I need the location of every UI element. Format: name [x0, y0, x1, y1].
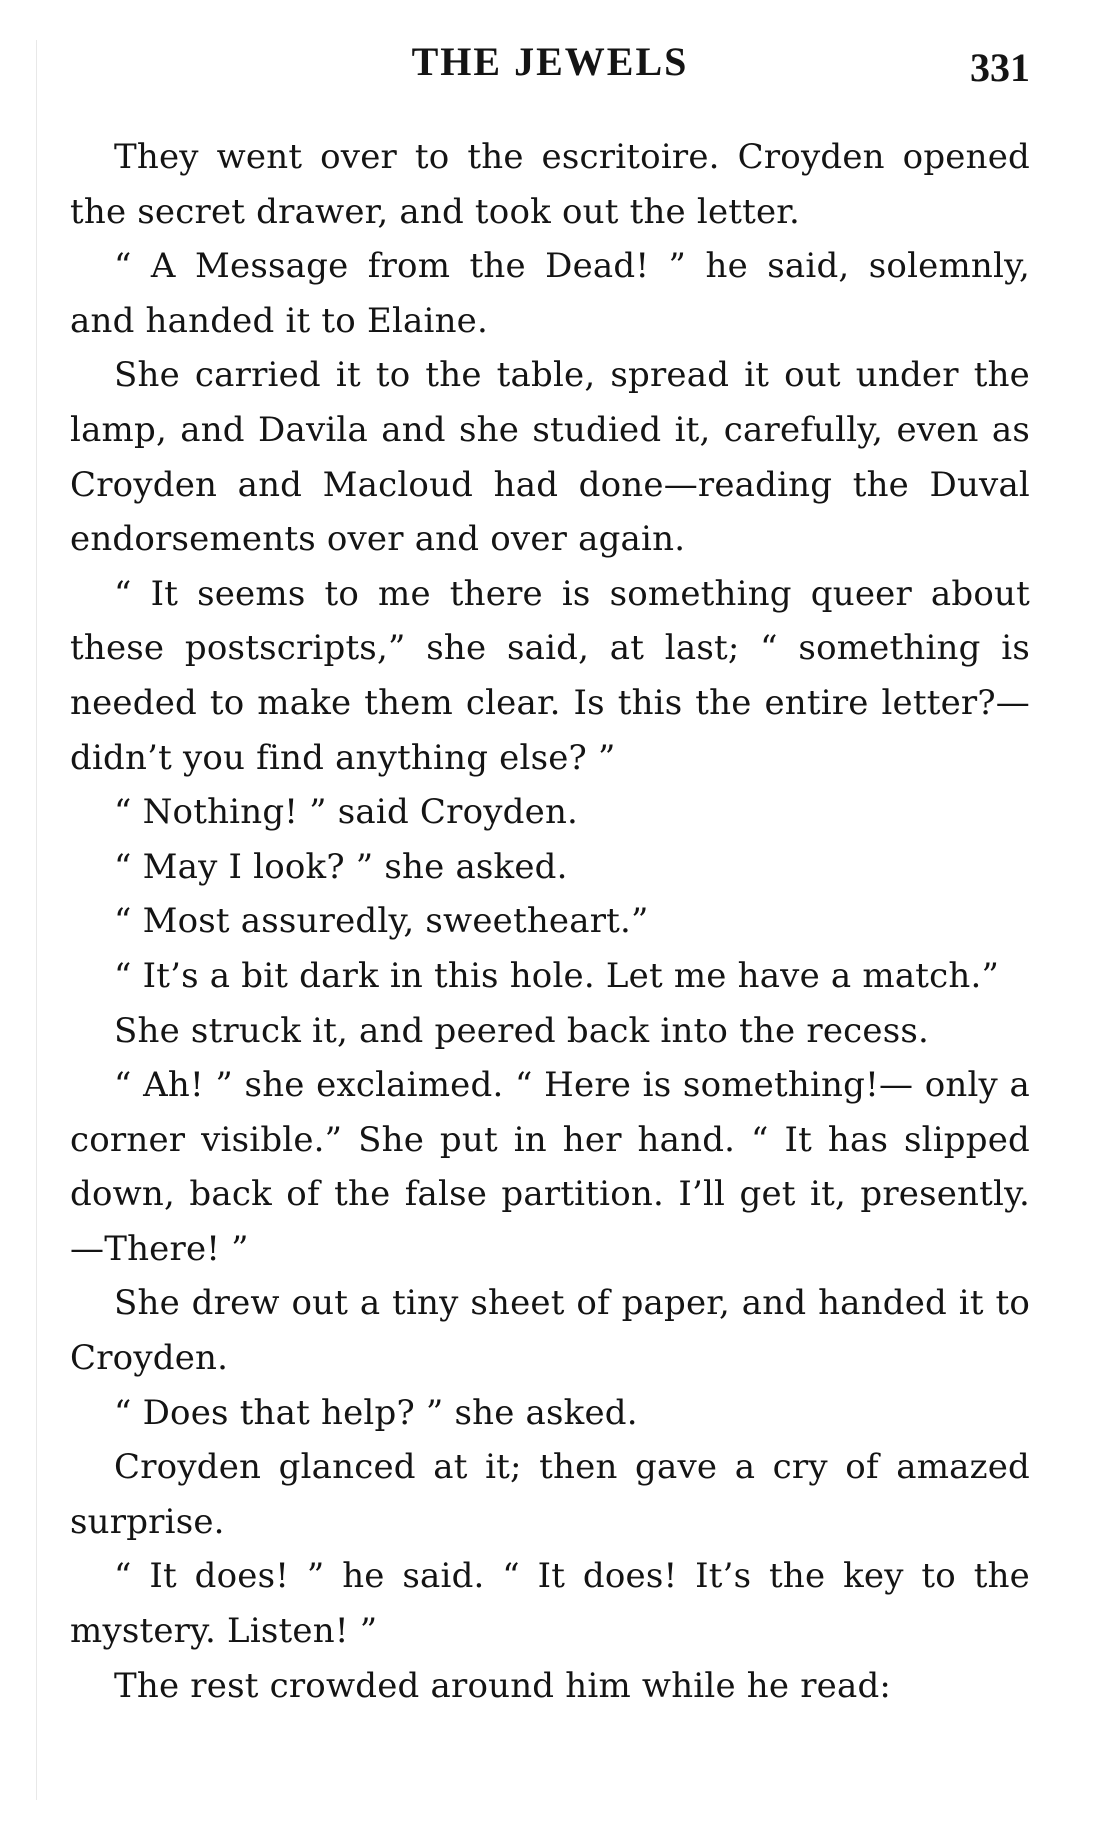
- running-head: THE JEWELS: [411, 39, 689, 84]
- paragraph: “ Does that help? ” she asked.: [114, 1392, 638, 1433]
- page-number: 331: [970, 45, 1030, 90]
- paragraph: She struck it, and peered back into the recess.: [114, 1010, 930, 1051]
- paragraph: She carried it to the table, spread it out under the lamp, and Davila and she studied it, carefully, even as Croyden and Macloud had done—reading the Duval endorsements over and over again.: [70, 355, 1030, 560]
- paragraph: The rest crowded around him while he read:: [114, 1665, 892, 1706]
- paragraph: “ It does! ” he said. “ It does! It’s the key to the mystery. Listen! ”: [70, 1556, 1030, 1652]
- paragraph: “ May I look? ” she asked.: [114, 846, 568, 887]
- paragraph: She drew out a tiny sheet of paper, and handed it to Croyden.: [70, 1283, 1030, 1379]
- page-header: [70, 38, 1030, 88]
- paragraph: Croyden glanced at it; then gave a cry of amazed surprise.: [70, 1447, 1030, 1542]
- paragraph: “ It seems to me there is something queer about these postscripts,” she said, at last; “ something is needed to make them clear. Is this the entire letter?—didn’t you find anything else? ”: [70, 573, 1030, 778]
- paragraph: “ Ah! ” she exclaimed. “ Here is something!— only a corner visible.” She put in her hand. “ It has slipped down, back of the false partition. I’ll get it, presently.—There! ”: [70, 1065, 1030, 1269]
- body-text: [70, 130, 1030, 1713]
- paragraph: They went over to the escritoire. Croyden opened the secret drawer, and took out the letter.: [70, 137, 1030, 232]
- page-edge-shadow: [36, 40, 37, 1800]
- paragraph: “ It’s a bit dark in this hole. Let me have a match.”: [114, 955, 1000, 996]
- paragraph: “ A Message from the Dead! ” he said, solemnly, and handed it to Elaine.: [70, 246, 1030, 341]
- paragraph: “ Most assuredly, sweetheart.”: [114, 901, 649, 942]
- paragraph: “ Nothing! ” said Croyden.: [114, 792, 579, 833]
